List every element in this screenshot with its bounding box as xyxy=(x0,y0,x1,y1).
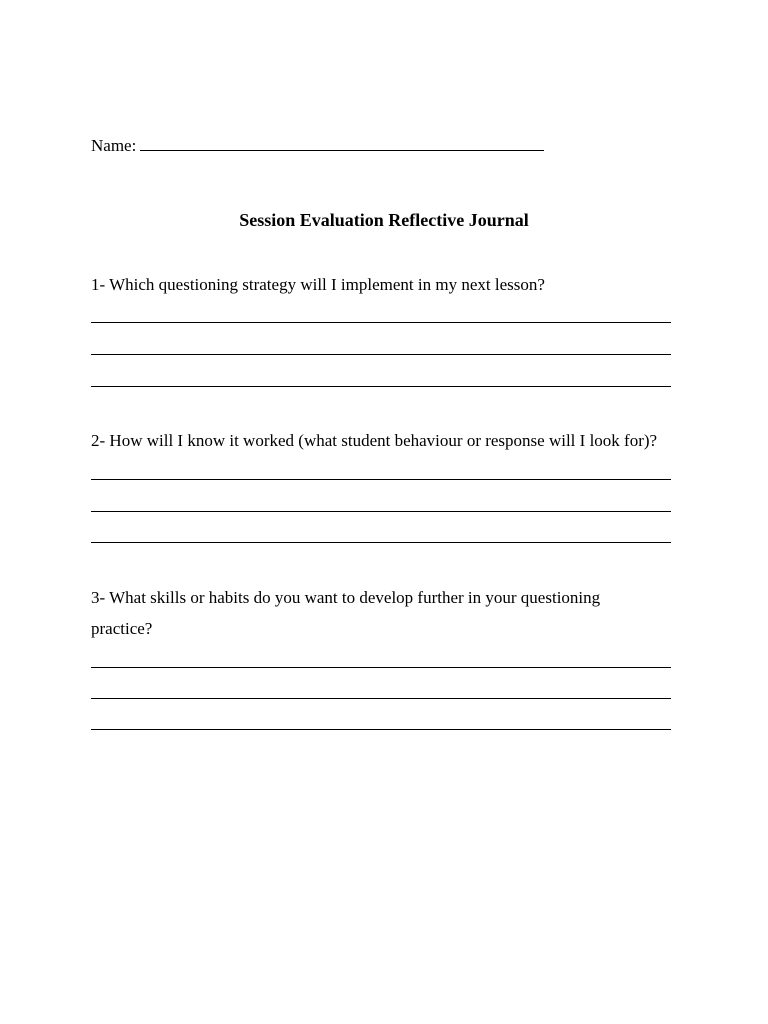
question-1: 1- Which questioning strategy will I implement in my next lesson? xyxy=(91,275,545,294)
name-blank-line[interactable] xyxy=(140,134,544,151)
answer-line-2-2[interactable] xyxy=(91,511,671,512)
question-2: 2- How will I know it worked (what student behaviour or response will I look for)? xyxy=(91,431,658,450)
answer-line-1-2[interactable] xyxy=(91,354,671,355)
answer-line-2-3[interactable] xyxy=(91,542,671,543)
name-label: Name: xyxy=(91,136,137,155)
document-title: Session Evaluation Reflective Journal xyxy=(239,210,529,230)
answer-line-3-1[interactable] xyxy=(91,667,671,668)
answer-line-2-1[interactable] xyxy=(91,479,671,480)
answer-line-3-2[interactable] xyxy=(91,698,671,699)
name-row xyxy=(91,134,544,157)
answer-line-1-1[interactable] xyxy=(91,322,671,323)
answer-line-3-3[interactable] xyxy=(91,729,671,730)
answer-line-1-3[interactable] xyxy=(91,386,671,387)
question-3: 3- What skills or habits do you want to develop further in your questioning practice? xyxy=(91,588,601,638)
